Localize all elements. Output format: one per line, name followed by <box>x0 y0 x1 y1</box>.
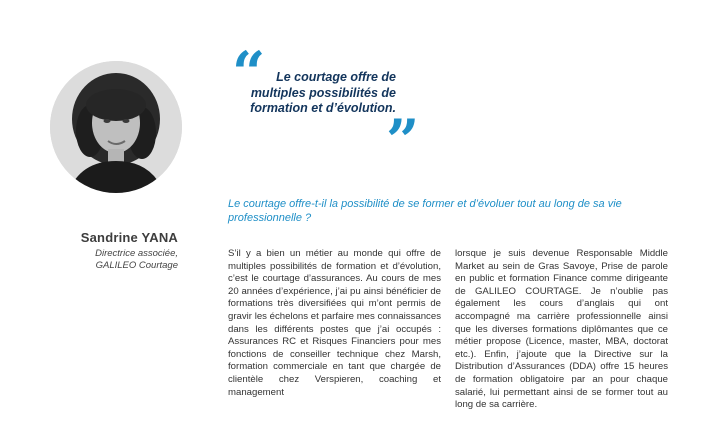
person-role-line2: GALILEO Courtage <box>95 260 178 271</box>
body-column-left <box>228 248 441 399</box>
person-role-line1: Directrice associée, <box>95 248 178 259</box>
interview-question: Le courtage offre-t-il la possibilité de se former et d’évoluer tout au long de sa vie professionnelle ? <box>228 198 622 224</box>
portrait-illustration <box>50 61 182 193</box>
portrait-photo <box>50 61 182 193</box>
pull-quote: Le courtage offre de multiples possibilités de formation et d’évolution. <box>250 70 396 115</box>
open-quote-icon: “ <box>232 39 266 107</box>
person-name: Sandrine YANA <box>80 230 178 245</box>
person-role <box>0 248 178 272</box>
body-column-right <box>455 248 668 412</box>
close-quote-icon: ” <box>386 107 420 175</box>
body-paragraph-right: lorsque je suis devenue Responsable Middle Market au sein de Gras Savoye, Prise de parole en public et formation Finance comme dirigeante de GALILEO COURTAGE. Je n’oublie pas également les cours d’anglais qui ont accompagné ma carrière professionnelle ainsi que les diverses formations diplômantes que ce métier propose (Licence, master, MBA, doctorat etc.). Enfin, j’ajoute que la Directive sur la Distribution d’Assurances (DDA) offre 15 heures de formation obligatoire par an pour chaque salarié, lui permettant ainsi de se former tout au long de sa carrière. <box>455 248 668 411</box>
body-paragraph-left: S’il y a bien un métier au monde qui offre de multiples possibilités de formation et d’évolution, c’est le courtage d’assurances. Au cours de mes 20 années d’expérience, j’ai pu ainsi bénéficier de formations très diversifiées qui m’ont permis de gravir les échelons et parfaire mes connaissances dans les différents postes que j’ai occupés : Assurances RC et Risques Financiers pour mes fonctions de conseiller technique chez Marsh, formation commerciale en tant que chargée de clientèle chez Verspieren, coaching et management <box>228 248 441 398</box>
